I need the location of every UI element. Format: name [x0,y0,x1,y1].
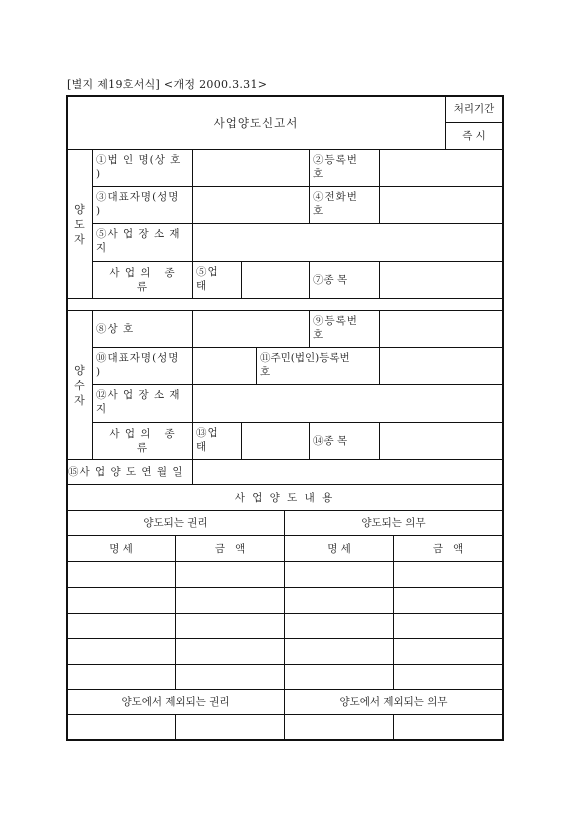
transferor-industry-label: ⑤업 태 [193,262,242,299]
transfer-date-field[interactable] [193,460,503,485]
transferor-reg-no-field[interactable] [380,150,503,187]
transferor-phone-label: ④전화번 호 [310,187,380,224]
duties-amount-cell[interactable] [394,613,503,639]
duties-detail-cell[interactable] [285,562,394,588]
section-spacer [67,299,503,311]
transferee-resident-no-field[interactable] [380,348,503,385]
duties-amount-cell[interactable] [394,664,503,690]
transferor-item-label: ⑦종 목 [310,262,380,299]
transfer-details-heading: 사 업 양 도 내 용 [67,485,503,511]
processing-period-value: 즉 시 [446,123,503,150]
transferee-side-label: 양 수 자 [67,311,93,460]
transferee-item-label: ⑭종 목 [310,423,380,460]
rights-detail-col-header: 명 세 [67,536,176,562]
transferor-corp-name-label: ①법 인 명(상 호 ) [93,150,193,187]
transferee-industry-label: ⑬업 태 [193,423,242,460]
rights-amount-cell[interactable] [176,562,285,588]
duties-detail-cell[interactable] [285,715,394,740]
rights-amount-cell[interactable] [176,588,285,614]
transferor-rep-name-field[interactable] [193,187,310,224]
transferee-rep-name-label: ⑩대표자명(성명 ) [93,348,193,385]
transferred-rights-heading: 양도되는 권리 [67,511,285,536]
transferor-phone-field[interactable] [380,187,503,224]
transferor-business-type-label: 사 업 의 종 류 [93,262,193,299]
transferee-address-label: ⑫사 업 장 소 재 지 [93,385,193,423]
duties-detail-cell[interactable] [285,639,394,665]
rights-amount-cell[interactable] [176,664,285,690]
transferor-address-label: ⑤사 업 장 소 재 지 [93,224,193,262]
transferee-item-field[interactable] [380,423,503,460]
excluded-duties-heading: 양도에서 제외되는 의무 [285,690,503,715]
transferor-reg-no-label: ②등록번 호 [310,150,380,187]
transferee-trade-name-field[interactable] [193,311,310,348]
form-title: 사업양도신고서 [67,96,446,150]
rights-detail-cell[interactable] [67,664,176,690]
transferee-resident-no-label: ⑪주민(법인)등록번 호 [257,348,380,385]
rights-detail-cell[interactable] [67,613,176,639]
transferor-industry-field[interactable] [242,262,310,299]
transfer-date-label: ⑮사 업 양 도 연 월 일 [67,460,193,485]
duties-amount-cell[interactable] [394,639,503,665]
form-reference-note: [별지 제19호서식] <개정 2000.3.31> [67,78,268,91]
transferee-industry-field[interactable] [242,423,310,460]
rights-detail-cell[interactable] [67,562,176,588]
rights-amount-cell[interactable] [176,613,285,639]
transferor-corp-name-field[interactable] [193,150,310,187]
transferee-address-field[interactable] [193,385,503,423]
duties-detail-cell[interactable] [285,588,394,614]
transferor-address-field[interactable] [193,224,503,262]
transferor-rep-name-label: ③대표자명(성명 ) [93,187,193,224]
rights-detail-cell[interactable] [67,639,176,665]
duties-detail-col-header: 명 세 [285,536,394,562]
duties-amount-cell[interactable] [394,562,503,588]
transferor-side-label: 양 도 자 [67,150,93,299]
duties-amount-cell[interactable] [394,715,503,740]
transferee-business-type-label: 사 업 의 종 류 [93,423,193,460]
duties-amount-col-header: 금 액 [394,536,503,562]
transferred-duties-heading: 양도되는 의무 [285,511,503,536]
rights-detail-cell[interactable] [67,715,176,740]
rights-amount-col-header: 금 액 [176,536,285,562]
transferee-trade-name-label: ⑧상 호 [93,311,193,348]
duties-amount-cell[interactable] [394,588,503,614]
rights-amount-cell[interactable] [176,639,285,665]
processing-period-label: 처리기간 [446,96,503,123]
duties-detail-cell[interactable] [285,613,394,639]
transferee-reg-no-field[interactable] [380,311,503,348]
transferor-item-field[interactable] [380,262,503,299]
rights-amount-cell[interactable] [176,715,285,740]
transferee-reg-no-label: ⑨등록번 호 [310,311,380,348]
transferee-rep-name-field[interactable] [193,348,257,385]
rights-detail-cell[interactable] [67,588,176,614]
duties-detail-cell[interactable] [285,664,394,690]
excluded-rights-heading: 양도에서 제외되는 권리 [67,690,285,715]
